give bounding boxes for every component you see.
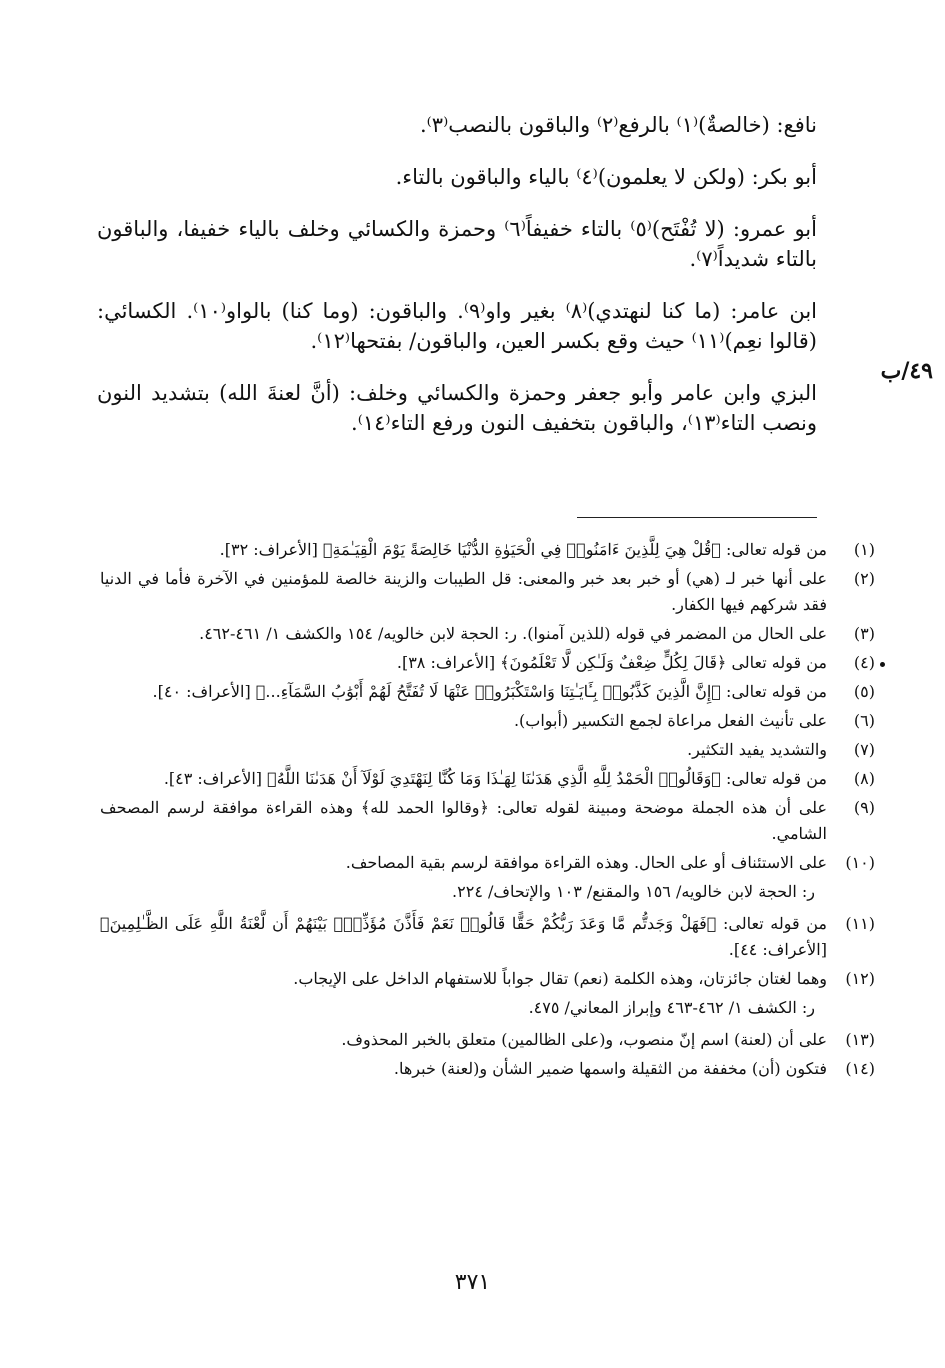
footnote-text: والتشديد يفيد التكثير. [687, 740, 827, 759]
footnote-text: على أنها خبر لـ (هي) أو خبر بعد خبر والمعنى: قل الطيبات والزينة خالصة للمؤمنين في الآخرة فأما في الدنيا فقد شركهم فيها الكفار. [100, 569, 827, 614]
footnote [100, 537, 875, 563]
footnote [100, 966, 875, 992]
footnote [100, 911, 875, 963]
page-number: ٣٧١ [454, 1270, 491, 1295]
footnote-number: (١) [853, 540, 875, 559]
footnote-text: وهما لغتان جائزتان، وهذه الكلمة (نعم) تقال جواباً للاستفهام الداخل على الإيجاب. [293, 969, 827, 988]
footnotes [100, 537, 875, 1085]
footnote [100, 1056, 875, 1082]
footnote-number: (١٢) [845, 969, 875, 988]
footnote-number: (٥) [853, 682, 875, 701]
footnote-number: (٤) [853, 653, 875, 672]
footnote-number: (١٠) [845, 853, 875, 872]
footnote-number: (٨) [853, 769, 875, 788]
footnote [100, 1027, 875, 1053]
footnote-number: (١٣) [845, 1030, 875, 1049]
footnote-text: على الحال من المضمر في قوله (للذين آمنوا). ر: الحجة لابن خالويه/ ١٥٤ والكشف ١/ ٤٦١-٤٦٢. [199, 624, 827, 643]
footnote-text: على تأنيث الفعل مراعاة لجمع التكسير (أبواب). [513, 711, 827, 730]
footnote [100, 737, 875, 763]
footnote [100, 850, 875, 876]
footnote-number: (٧) [853, 740, 875, 759]
footnote-text: على أن (لعنة) اسم إنّ منصوب، و(على الظالمين) متعلق بالخبر المحذوف. [341, 1030, 827, 1049]
footnote [100, 708, 875, 734]
footnote-number: (٢) [853, 569, 875, 588]
footnote-reference: ر: الكشف ١/ ٤٦٢-٤٦٣ وإبراز المعاني/ ٤٧٥. [528, 998, 815, 1017]
footnote [100, 795, 875, 847]
footnote-number: (٣) [853, 624, 875, 643]
footnote-number: (١١) [845, 914, 875, 933]
footnote-text: على الاستئناف أو على الحال. وهذه القراءة موافقة لرسم بقية المصاحف. [345, 853, 827, 872]
footnote-number: (٩) [853, 798, 875, 817]
footnote [100, 650, 875, 676]
footnote [100, 679, 875, 705]
footnote-number: (٦) [853, 711, 875, 730]
footnote-text: من قوله تعالى: ﴿قُلْ هِيَ لِلَّذِينَ ءَامَنُوا۟ فِي الْحَيَوٰةِ الدُّنْيَا خَالِصَةً يَوْمَ الْقِيَـٰمَةِ﴾ [الأعراف: ٣٢]. [219, 540, 827, 559]
main-paragraph: أبو بكر: (ولكن لا يعلمون)⁽٤⁾ بالياء والباقون بالتاء. [395, 165, 817, 189]
main-paragraph: البزي وابن عامر وأبو جعفر وحمزة والكسائي وخلف: (أنَّ لعنةَ الله) بتشديد النون ونصب التاء⁽١٣⁾، والباقون بتخفيف النون ورفع التاء⁽١٤⁾. [97, 381, 817, 435]
footnote-text: من قوله تعالى: ﴿وَقَالُوا۟ الْحَمْدُ لِلَّهِ الَّذِي هَدَىٰنَا لِهَـٰذَا وَمَا كُنَّا لِنَهْتَدِيَ لَوْلَآ أَنْ هَدَىٰنَا اللَّهُ﴾ [الأعراف: ٤٣]. [163, 769, 827, 788]
main-paragraph: نافع: (خالصةٌ)⁽١⁾ بالرفع⁽٢⁾ والباقون بالنصب⁽٣⁾. [419, 113, 817, 137]
footnote [100, 766, 875, 792]
main-text [97, 110, 817, 460]
footnote-text: من قوله تعالى: ﴿إِنَّ الَّذِينَ كَذَّبُوا۟ بِـَٔايَـٰتِنَا وَاسْتَكْبَرُوا۟ عَنْهَا لَا تُفَتَّحُ لَهُمْ أَبْوَٰبُ السَّمَآءِ...﴾ [الأعراف: ٤٠]. [152, 682, 827, 701]
main-paragraph: ابن عامر: (ما كنا لنهتدي)⁽٨⁾ بغير واو⁽٩⁾. والباقون: (وما كنا) بالواو⁽١٠⁾. الكسائي: (قالوا نعِم)⁽١١⁾ حيث وقع بكسر العين، والباقون/ بفتحها⁽١٢⁾. [97, 299, 817, 353]
footnote-number: (١٤) [845, 1059, 875, 1078]
folio-margin-note: ٤٩/ب [880, 358, 933, 384]
footnote-text: فتكون (أن) مخففة من الثقيلة واسمها ضمير الشأن و(لعنة) خبرها. [393, 1059, 827, 1078]
footnote-reference: ر: الحجة لابن خالويه/ ١٥٦ والمقنع/ ١٠٣ والإتحاف/ ٢٢٤. [452, 882, 815, 901]
footnote [100, 621, 875, 647]
footnote-divider [577, 517, 817, 518]
edge-dot [880, 662, 885, 667]
main-paragraph: أبو عمرو: (لا تُفْتَح)⁽٥⁾ بالتاء خفيفاً⁽٦⁾ وحمزة والكسائي وخلف بالياء خفيفا، والباقون بالتاء شديداً⁽٧⁾. [97, 217, 817, 271]
footnote-text: من قوله تعالى: ﴿فَهَلْ وَجَدتُّم مَّا وَعَدَ رَبُّكُمْ حَقًّا قَالُوا۟ نَعَمْ فَأَذَّنَ مُؤَذِّنٌۢ بَيْنَهُمْ أَن لَّعْنَةُ اللَّهِ عَلَى الظَّـٰلِمِينَ﴾ [الأعراف: ٤٤]. [100, 914, 828, 959]
footnote-text: على أن هذه الجملة موضحة ومبينة لقوله تعالى: ﴿وقالوا الحمد لله﴾ وهذه القراءة موافقة لرسم المصحف الشامي. [100, 798, 827, 843]
footnote-text: من قوله تعالى ﴿قَالَ لِكُلٍّ ضِعْفٌ وَلَـٰكِن لَّا تَعْلَمُونَ﴾ [الأعراف: ٣٨]. [396, 653, 827, 672]
footnote [100, 566, 875, 618]
